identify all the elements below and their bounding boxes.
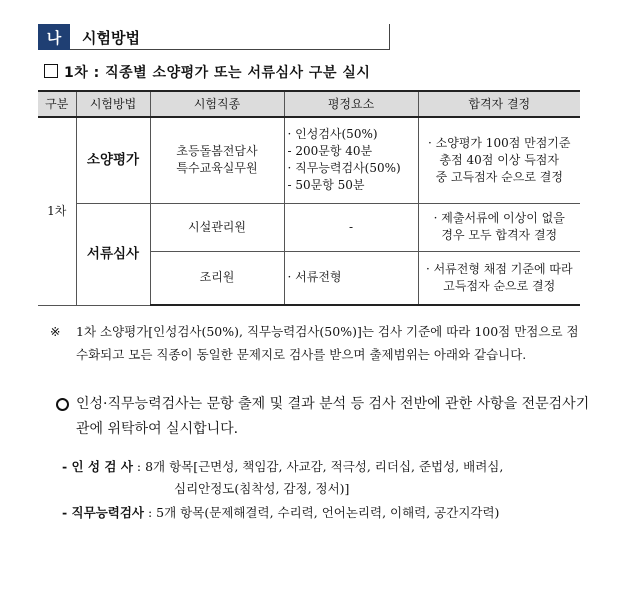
decision-cell <box>418 203 580 251</box>
item-label: - 인 성 검 사 <box>62 459 133 474</box>
factor-line: · 직무능력검사(50%) <box>287 161 401 176</box>
decision-line: 고득점자 순으로 결정 <box>443 278 556 293</box>
decision-line: 중 고득점자 순으로 결정 <box>435 169 563 184</box>
section-right-border <box>389 24 390 50</box>
job-cell <box>150 117 284 203</box>
table-header-row <box>38 91 580 117</box>
method-cell: 소양평가 <box>76 117 150 203</box>
decision-line: 총점 40점 이상 득점자 <box>439 152 559 167</box>
job-cell: 시설관리원 <box>150 203 284 251</box>
checkbox-square-icon <box>44 64 58 78</box>
section-badge: 나 <box>38 24 70 50</box>
item-text-continued: 심리안정도(침착성, 감정, 정서)] <box>174 481 350 496</box>
decision-line: · 서류전형 채점 기준에 따라 <box>425 261 573 276</box>
table-row <box>38 203 580 251</box>
decision-line: 경우 모두 합격자 결정 <box>441 228 558 242</box>
item-text: : 8개 항목[근면성, 책임감, 사교감, 적극성, 리더십, 준법성, 배려심, <box>136 459 504 474</box>
header-job: 시험직종 <box>150 91 284 117</box>
subheading <box>44 62 370 82</box>
round-cell: 1차 <box>38 117 76 305</box>
note-text: 1차 소양평가[인성검사(50%), 직무능력검사(50%)]는 검사 기준에 따라 100점 만점으로 점수화되고 모든 직종이 동일한 문제지로 검사를 받으며 출제범위는 아래와 같습니다. <box>76 324 579 362</box>
method-cell: 서류심사 <box>76 203 150 305</box>
header-factors: 평정요소 <box>284 91 418 117</box>
bullet-paragraph <box>56 392 596 442</box>
header-division: 구분 <box>38 91 76 117</box>
circle-bullet-icon <box>56 398 69 411</box>
section-title: 시험방법 <box>82 29 140 47</box>
job-cell: 조리원 <box>150 251 284 305</box>
list-item <box>62 502 592 524</box>
table-row <box>38 117 580 203</box>
factor-line: · 인성검사(50%) <box>287 127 378 142</box>
job-name: 특수교육실무원 <box>176 161 258 176</box>
bullet-text: 인성·직무능력검사는 문항 출제 및 결과 분석 등 검사 전반에 관한 사항을 전문검사기관에 위탁하여 실시합니다. <box>76 396 590 437</box>
decision-cell <box>418 251 580 305</box>
header-decision: 합격자 결정 <box>418 91 580 117</box>
exam-method-table <box>38 90 580 306</box>
section-heading <box>38 24 390 50</box>
factor-line: - 50문항 50분 <box>287 178 365 193</box>
factors-cell <box>284 117 418 203</box>
reference-mark: ※ <box>50 324 61 339</box>
decision-line: · 소양평가 100점 만점기준 <box>428 135 571 150</box>
header-method: 시험방법 <box>76 91 150 117</box>
decision-cell <box>418 117 580 203</box>
list-item <box>62 456 592 500</box>
job-name: 초등돌봄전담사 <box>176 144 258 159</box>
subheading-text: 1차 : 직종별 소양평가 또는 서류심사 구분 실시 <box>64 65 371 81</box>
factors-cell: · 서류전형 <box>284 251 418 305</box>
factors-cell: - <box>284 203 418 251</box>
item-label: - 직무능력검사 <box>62 505 144 520</box>
factor-line: - 200문항 40분 <box>287 144 373 159</box>
section-underline <box>70 49 390 50</box>
note-paragraph <box>50 320 590 366</box>
decision-line: · 제출서류에 이상이 없을 <box>433 211 565 225</box>
item-text: : 5개 항목(문제해결력, 수리력, 언어논리력, 이해력, 공간지각력) <box>147 505 500 520</box>
